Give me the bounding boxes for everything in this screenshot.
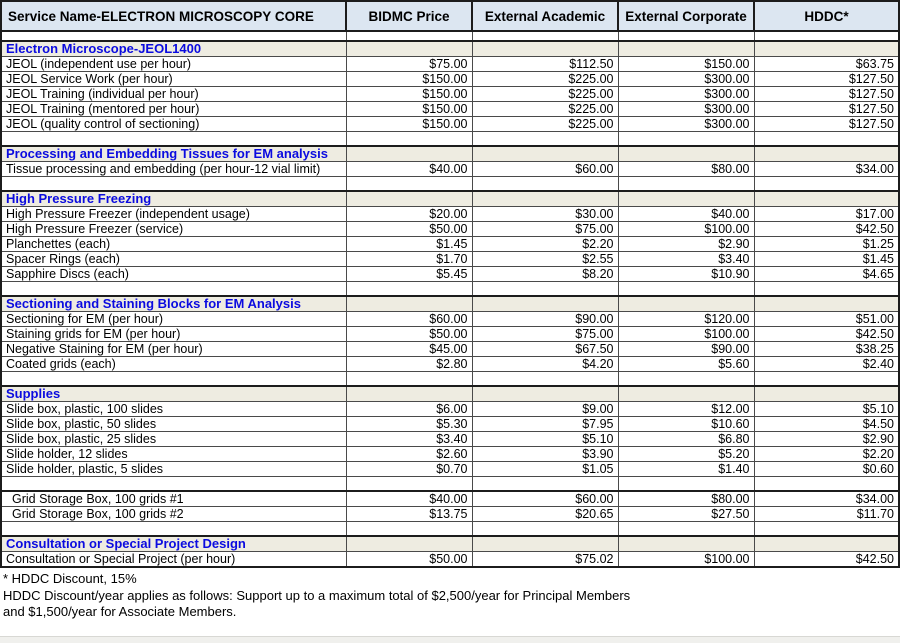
price-row <box>1 252 899 267</box>
price-cell: $5.30 <box>346 417 472 432</box>
price-cell: $1.40 <box>618 462 754 477</box>
price-cell: $17.00 <box>754 207 899 222</box>
price-cell <box>618 522 754 537</box>
price-cell <box>346 31 472 41</box>
price-cell: $75.00 <box>472 327 618 342</box>
price-row <box>1 57 899 72</box>
price-cell: $100.00 <box>618 222 754 237</box>
section-header-row <box>1 146 899 162</box>
column-header-external-academic: External Academic <box>472 1 618 31</box>
price-cell <box>472 296 618 312</box>
price-cell: $2.60 <box>346 447 472 462</box>
price-cell: $6.80 <box>618 432 754 447</box>
service-name-cell: Slide box, plastic, 25 slides <box>1 432 346 447</box>
bottom-edge-strip <box>0 636 900 643</box>
price-cell: $60.00 <box>472 162 618 177</box>
service-name-cell: Sectioning for EM (per hour) <box>1 312 346 327</box>
price-cell: $42.50 <box>754 222 899 237</box>
section-title: High Pressure Freezing <box>1 191 346 207</box>
section-header-row <box>1 41 899 57</box>
price-cell <box>346 191 472 207</box>
service-name-cell <box>1 177 346 192</box>
price-cell: $75.02 <box>472 552 618 568</box>
price-cell: $2.40 <box>754 357 899 372</box>
price-cell: $127.50 <box>754 72 899 87</box>
service-name-cell <box>1 282 346 297</box>
price-cell: $5.20 <box>618 447 754 462</box>
price-cell: $3.90 <box>472 447 618 462</box>
price-cell: $40.00 <box>618 207 754 222</box>
price-row <box>1 162 899 177</box>
price-cell <box>472 372 618 387</box>
price-cell <box>346 386 472 402</box>
price-cell: $300.00 <box>618 72 754 87</box>
service-name-cell <box>1 31 346 41</box>
price-cell: $1.25 <box>754 237 899 252</box>
price-cell: $2.20 <box>472 237 618 252</box>
price-cell <box>346 477 472 492</box>
price-cell <box>346 132 472 147</box>
price-cell: $20.00 <box>346 207 472 222</box>
price-cell <box>472 177 618 192</box>
price-cell: $2.55 <box>472 252 618 267</box>
price-cell <box>754 31 899 41</box>
footnote-hddc-discount: * HDDC Discount, 15% <box>3 571 137 586</box>
price-row <box>1 462 899 477</box>
price-cell: $27.50 <box>618 507 754 522</box>
price-cell <box>618 536 754 552</box>
price-cell: $150.00 <box>346 102 472 117</box>
price-cell <box>472 477 618 492</box>
price-row <box>1 507 899 522</box>
price-cell: $60.00 <box>472 491 618 507</box>
price-cell <box>754 177 899 192</box>
price-cell <box>472 282 618 297</box>
price-cell: $0.60 <box>754 462 899 477</box>
price-cell: $4.65 <box>754 267 899 282</box>
price-cell: $5.10 <box>472 432 618 447</box>
price-cell <box>618 296 754 312</box>
price-cell <box>472 146 618 162</box>
footnotes <box>0 568 900 621</box>
price-row <box>1 237 899 252</box>
service-name-cell: Tissue processing and embedding (per hour-12 vial limit) <box>1 162 346 177</box>
price-cell: $120.00 <box>618 312 754 327</box>
price-cell <box>754 536 899 552</box>
spacer-row <box>1 282 899 297</box>
price-cell: $7.95 <box>472 417 618 432</box>
price-cell: $90.00 <box>618 342 754 357</box>
price-cell: $2.90 <box>754 432 899 447</box>
service-name-cell: Slide holder, 12 slides <box>1 447 346 462</box>
spacer-row <box>1 31 899 41</box>
price-cell: $0.70 <box>346 462 472 477</box>
price-cell: $112.50 <box>472 57 618 72</box>
service-name-cell: Consultation or Special Project (per hour) <box>1 552 346 568</box>
price-cell: $63.75 <box>754 57 899 72</box>
price-cell <box>472 31 618 41</box>
spacer-row <box>1 477 899 492</box>
section-header-row <box>1 536 899 552</box>
price-cell: $67.50 <box>472 342 618 357</box>
price-cell: $34.00 <box>754 491 899 507</box>
service-name-cell: JEOL Training (individual per hour) <box>1 87 346 102</box>
price-cell: $1.45 <box>346 237 472 252</box>
price-cell <box>754 191 899 207</box>
price-row <box>1 491 899 507</box>
price-cell <box>472 41 618 57</box>
price-cell: $10.90 <box>618 267 754 282</box>
price-cell <box>754 132 899 147</box>
price-cell <box>346 372 472 387</box>
price-cell <box>754 372 899 387</box>
price-cell: $10.60 <box>618 417 754 432</box>
column-header-hddc: HDDC* <box>754 1 899 31</box>
column-header-bidmc-price: BIDMC Price <box>346 1 472 31</box>
price-cell: $3.40 <box>346 432 472 447</box>
price-cell: $13.75 <box>346 507 472 522</box>
price-cell: $40.00 <box>346 491 472 507</box>
price-cell: $50.00 <box>346 327 472 342</box>
price-row <box>1 552 899 568</box>
price-cell <box>754 522 899 537</box>
price-cell: $300.00 <box>618 117 754 132</box>
service-name-cell <box>1 522 346 537</box>
price-cell <box>346 282 472 297</box>
price-cell: $11.70 <box>754 507 899 522</box>
price-cell: $6.00 <box>346 402 472 417</box>
price-cell: $150.00 <box>618 57 754 72</box>
price-cell <box>346 146 472 162</box>
section-header-row <box>1 191 899 207</box>
price-row <box>1 207 899 222</box>
price-cell: $4.20 <box>472 357 618 372</box>
price-cell: $1.70 <box>346 252 472 267</box>
price-cell: $20.65 <box>472 507 618 522</box>
price-cell: $5.45 <box>346 267 472 282</box>
price-cell <box>754 41 899 57</box>
price-cell <box>754 477 899 492</box>
service-name-cell: Spacer Rings (each) <box>1 252 346 267</box>
price-cell <box>618 31 754 41</box>
price-cell: $127.50 <box>754 117 899 132</box>
service-name-cell <box>1 477 346 492</box>
price-cell <box>346 536 472 552</box>
price-cell: $127.50 <box>754 102 899 117</box>
price-row <box>1 87 899 102</box>
price-cell <box>618 477 754 492</box>
price-cell: $40.00 <box>346 162 472 177</box>
price-cell: $50.00 <box>346 222 472 237</box>
price-cell: $225.00 <box>472 117 618 132</box>
service-name-cell: Slide holder, plastic, 5 slides <box>1 462 346 477</box>
service-name-cell: High Pressure Freezer (independent usage) <box>1 207 346 222</box>
price-cell <box>618 177 754 192</box>
price-row <box>1 402 899 417</box>
price-row <box>1 117 899 132</box>
price-cell <box>618 386 754 402</box>
price-cell: $38.25 <box>754 342 899 357</box>
price-cell: $300.00 <box>618 102 754 117</box>
price-cell <box>754 386 899 402</box>
price-cell: $60.00 <box>346 312 472 327</box>
service-name-cell: Slide box, plastic, 50 slides <box>1 417 346 432</box>
price-cell <box>618 191 754 207</box>
price-row <box>1 102 899 117</box>
section-title: Processing and Embedding Tissues for EM analysis <box>1 146 346 162</box>
service-name-cell: Grid Storage Box, 100 grids #1 <box>1 491 346 507</box>
price-cell <box>618 146 754 162</box>
price-row <box>1 327 899 342</box>
price-cell: $4.50 <box>754 417 899 432</box>
price-cell: $8.20 <box>472 267 618 282</box>
footnote-discount-terms-line2: and $1,500/year for Associate Members. <box>3 604 237 619</box>
service-name-cell <box>1 372 346 387</box>
price-cell: $5.60 <box>618 357 754 372</box>
service-name-cell: Sapphire Discs (each) <box>1 267 346 282</box>
price-cell: $42.50 <box>754 327 899 342</box>
price-cell <box>472 132 618 147</box>
spacer-row <box>1 132 899 147</box>
price-cell: $80.00 <box>618 491 754 507</box>
price-cell: $30.00 <box>472 207 618 222</box>
price-row <box>1 267 899 282</box>
price-cell <box>472 386 618 402</box>
price-row <box>1 417 899 432</box>
price-cell <box>618 132 754 147</box>
price-cell <box>472 522 618 537</box>
service-name-cell: Staining grids for EM (per hour) <box>1 327 346 342</box>
price-cell <box>754 146 899 162</box>
price-cell: $90.00 <box>472 312 618 327</box>
service-name-cell: JEOL (quality control of sectioning) <box>1 117 346 132</box>
price-cell: $100.00 <box>618 327 754 342</box>
price-cell: $34.00 <box>754 162 899 177</box>
price-cell: $2.20 <box>754 447 899 462</box>
price-cell: $150.00 <box>346 72 472 87</box>
column-header-external-corporate: External Corporate <box>618 1 754 31</box>
service-name-cell: Grid Storage Box, 100 grids #2 <box>1 507 346 522</box>
section-title: Supplies <box>1 386 346 402</box>
service-name-cell: Negative Staining for EM (per hour) <box>1 342 346 357</box>
price-cell: $5.10 <box>754 402 899 417</box>
price-cell: $9.00 <box>472 402 618 417</box>
price-cell: $2.90 <box>618 237 754 252</box>
price-cell: $100.00 <box>618 552 754 568</box>
section-header-row <box>1 296 899 312</box>
price-cell: $225.00 <box>472 102 618 117</box>
price-cell: $3.40 <box>618 252 754 267</box>
price-cell <box>618 41 754 57</box>
spacer-row <box>1 522 899 537</box>
price-row <box>1 447 899 462</box>
price-cell <box>346 522 472 537</box>
price-row <box>1 432 899 447</box>
price-cell: $42.50 <box>754 552 899 568</box>
price-cell: $127.50 <box>754 87 899 102</box>
price-cell <box>754 296 899 312</box>
footnote-discount-terms-line1: HDDC Discount/year applies as follows: Support up to a maximum total of $2,500/year for Principal Members <box>3 587 631 603</box>
service-name-cell: Coated grids (each) <box>1 357 346 372</box>
price-cell <box>618 282 754 297</box>
header-row <box>1 1 899 31</box>
price-cell: $1.45 <box>754 252 899 267</box>
price-cell: $50.00 <box>346 552 472 568</box>
price-cell <box>472 191 618 207</box>
price-cell: $300.00 <box>618 87 754 102</box>
service-name-cell: JEOL Training (mentored per hour) <box>1 102 346 117</box>
price-cell: $1.05 <box>472 462 618 477</box>
section-title: Sectioning and Staining Blocks for EM Analysis <box>1 296 346 312</box>
price-cell <box>618 372 754 387</box>
price-cell: $150.00 <box>346 87 472 102</box>
price-row <box>1 222 899 237</box>
service-name-cell: JEOL Service Work (per hour) <box>1 72 346 87</box>
service-name-cell <box>1 132 346 147</box>
price-cell: $75.00 <box>346 57 472 72</box>
spacer-row <box>1 177 899 192</box>
price-cell: $225.00 <box>472 72 618 87</box>
price-row <box>1 342 899 357</box>
section-header-row <box>1 386 899 402</box>
price-cell <box>754 282 899 297</box>
price-table-body <box>1 31 899 567</box>
price-cell <box>472 536 618 552</box>
price-cell: $75.00 <box>472 222 618 237</box>
price-cell: $2.80 <box>346 357 472 372</box>
price-cell <box>346 177 472 192</box>
price-row <box>1 357 899 372</box>
price-cell: $80.00 <box>618 162 754 177</box>
price-cell: $45.00 <box>346 342 472 357</box>
price-cell <box>346 296 472 312</box>
section-title: Electron Microscope-JEOL1400 <box>1 41 346 57</box>
service-name-cell: Planchettes (each) <box>1 237 346 252</box>
column-header-service-name: Service Name-ELECTRON MICROSCOPY CORE <box>1 1 346 31</box>
spacer-row <box>1 372 899 387</box>
service-name-cell: JEOL (independent use per hour) <box>1 57 346 72</box>
price-cell <box>346 41 472 57</box>
price-cell: $225.00 <box>472 87 618 102</box>
price-cell: $150.00 <box>346 117 472 132</box>
price-cell: $51.00 <box>754 312 899 327</box>
service-name-cell: Slide box, plastic, 100 slides <box>1 402 346 417</box>
price-row <box>1 312 899 327</box>
section-title: Consultation or Special Project Design <box>1 536 346 552</box>
service-name-cell: High Pressure Freezer (service) <box>1 222 346 237</box>
price-cell: $12.00 <box>618 402 754 417</box>
price-row <box>1 72 899 87</box>
